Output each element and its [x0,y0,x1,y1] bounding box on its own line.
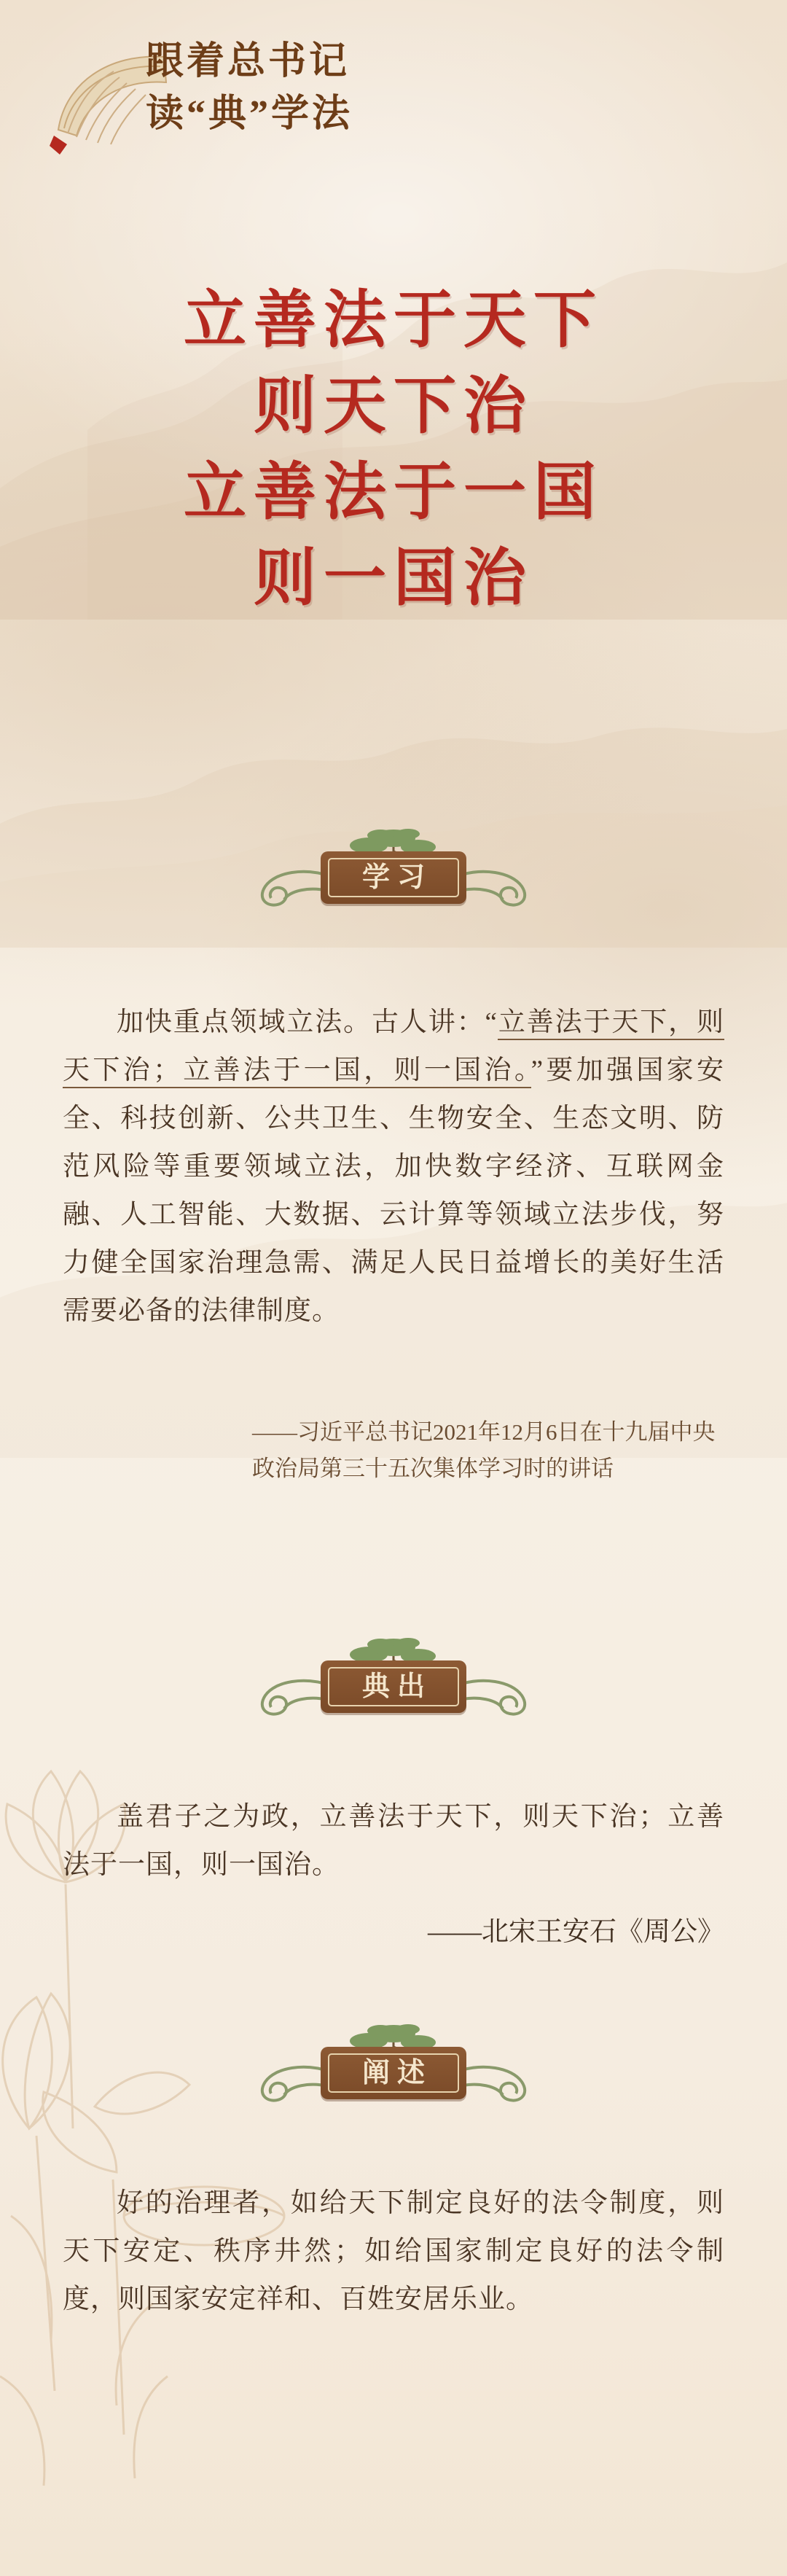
section-label-xuexi [0,824,787,933]
poem-line-3: 立善法于一国 [184,457,603,527]
section-label-text: 阐述 [361,2058,432,2088]
section-body-xuexi [63,999,724,1335]
page-title [146,38,353,138]
section-label-text: 典出 [361,1671,432,1702]
section-label-dianchu [0,1633,787,1742]
brand-line-1: 跟着总书记 [146,41,351,82]
cloud-scroll-icon [453,862,541,913]
paragraph: 好的治理者，如给天下制定良好的法令制度，则天下安定、秩序井然；如给国家制定良好的法令制度，则国家安定祥和、百姓安居乐业。 [63,2188,724,2314]
paragraph-quote: 立善法于天下，则天下治；立善法于一国，则一国治。 [63,1007,724,1088]
paragraph-suffix: ”要加强国家安全、科技创新、公共卫生、生物安全、生态文明、防范风险等重要领域立法，加快数字经济、互联网金融、人工智能、大数据、云计算等领域立法步伐，努力健全国家治理急需、满足人民日益增长的美好生活需要必备的法律制度。 [63,1055,724,1326]
header [44,29,481,182]
paragraph: 盖君子之为政，立善法于天下，则天下治；立善法于一国，则一国治。 [63,1802,724,1880]
section-body-dianchu [63,1793,724,1889]
paragraph-prefix: 加快重点领域立法。古人讲：“ [117,1007,498,1037]
section-label-chanshu [0,2019,787,2128]
brand-line-2: 读“典”学法 [146,93,353,135]
poem-line-4: 则一国治 [254,543,533,613]
section-body-chanshu [63,2179,724,2324]
section-label-text: 学习 [361,862,432,893]
attribution-dianchu: ——北宋王安石《周公》 [428,1917,724,1947]
cloud-scroll-icon [453,2057,541,2108]
poem-block [0,277,787,621]
cloud-scroll-icon [453,1671,541,1722]
attribution-xuexi: ——习近平总书记2021年12月6日在十九届中央政治局第三十五次集体学习时的讲话 [252,1419,716,1481]
poem-line-2: 则天下治 [254,371,533,441]
poem-line-1: 立善法于天下 [184,285,603,355]
